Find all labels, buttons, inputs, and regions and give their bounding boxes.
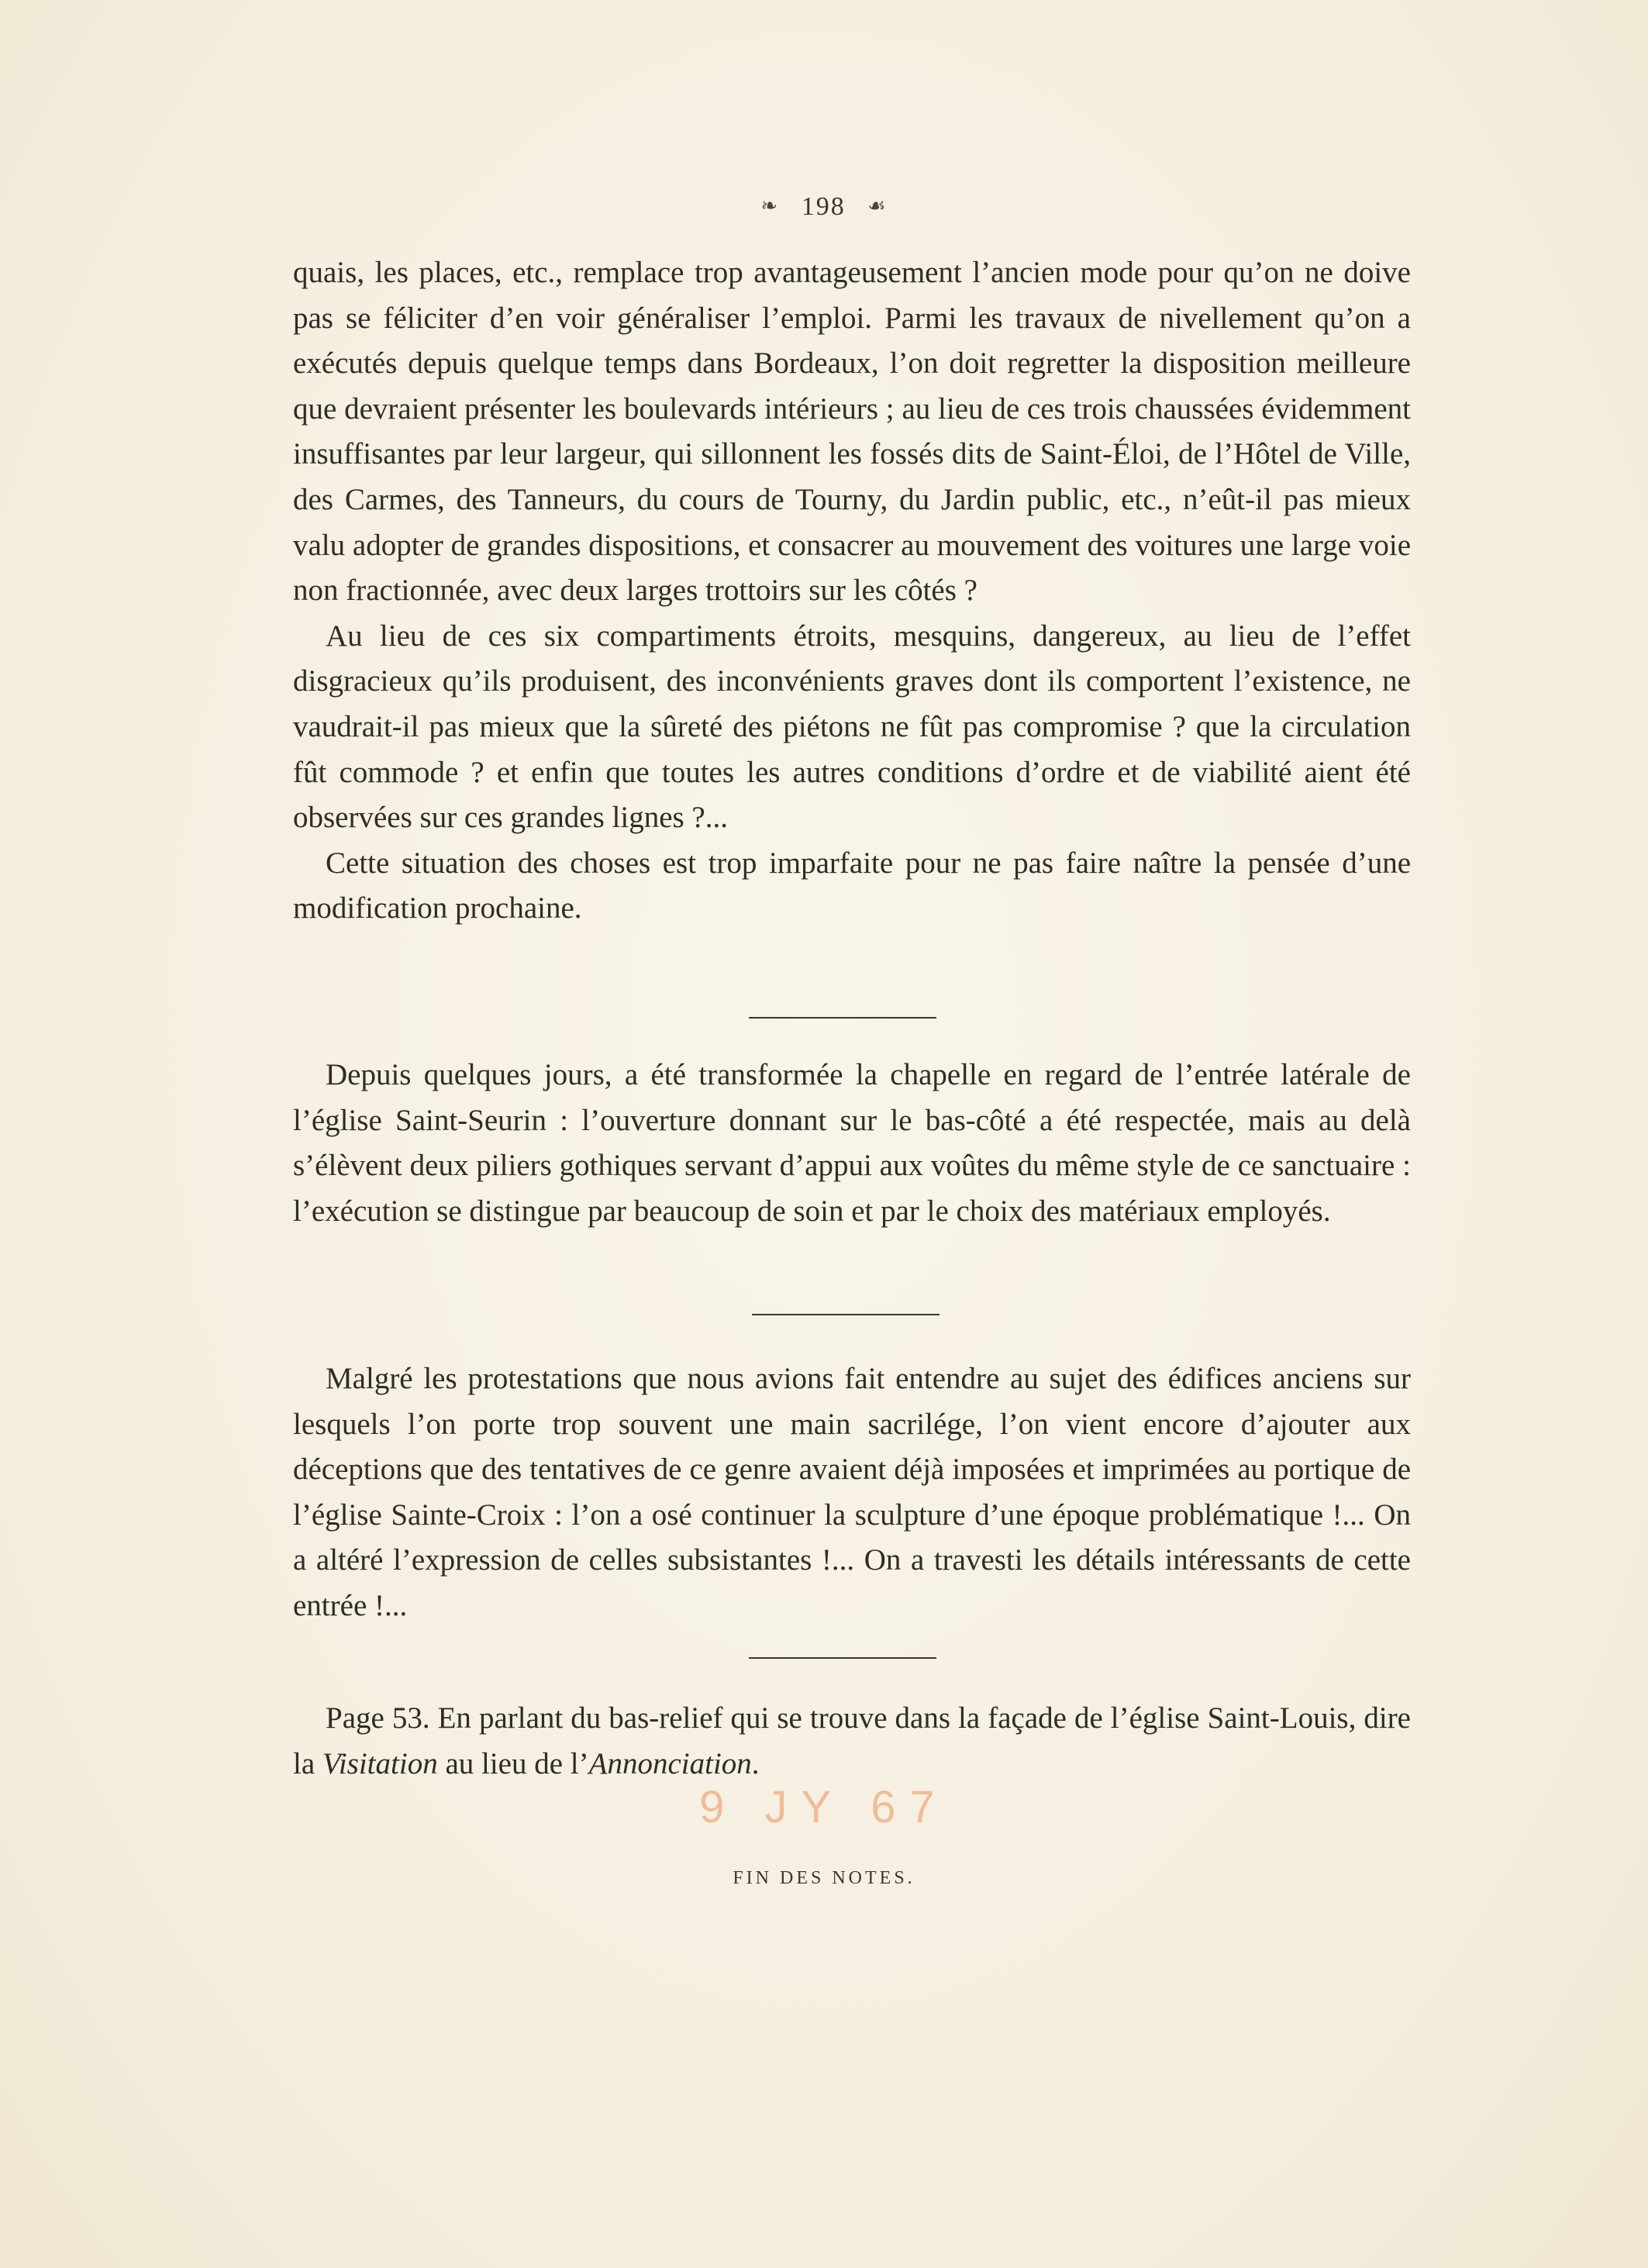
erratum-text: Page 53. En parlant du bas-relief qui se trouve dans la façade de l’église Saint-Louis, dire la bbox=[293, 1701, 1411, 1780]
erratum-text: au lieu de l’ bbox=[437, 1746, 589, 1780]
section-divider bbox=[749, 1657, 936, 1659]
text-block-boulevards bbox=[293, 250, 1411, 932]
text-block-sainte-croix bbox=[293, 1356, 1411, 1629]
paragraph bbox=[293, 1696, 1411, 1787]
date-stamp: 9 JY 67 bbox=[699, 1782, 949, 1832]
erratum-annonciation: Annonciation bbox=[588, 1746, 752, 1780]
erratum-visitation: Visitation bbox=[322, 1746, 438, 1780]
text-block-erratum bbox=[293, 1696, 1411, 1787]
paragraph: Au lieu de ces six compartiments étroits, mesquins, dangereux, au lieu de l’effet disgracieux qu’ils produisent, des inconvénients graves dont ils comportent l’existence, ne vaudrait-il pas mieux que la sûreté des piétons ne fût pas compromise ? que la circulation fût commode ? et enfin que toutes les autres conditions d’ordre et de viabilité aient été observées sur ces grandes lignes ?... bbox=[293, 619, 1411, 835]
paragraph: Depuis quelques jours, a été transformée la chapelle en regard de l’entrée latérale de l’église Saint-Seurin : l’ouverture donnant sur le bas-côté a été respectée, mais au delà s’élèvent deux piliers gothiques servant d’appui aux voûtes du même style de ce sanctuaire : l’exécution se distingue par beaucoup de soin et par le choix des matériaux employés. bbox=[293, 1058, 1411, 1228]
paragraph: quais, les places, etc., remplace trop avantageusement l’ancien mode pour qu’on ne doive pas se féliciter d’en voir généraliser l’emploi. Parmi les travaux de nivellement qu’on a exécutés depuis quelque temps dans Bordeaux, l’on doit regretter la disposition meilleure que devraient présenter les boulevards intérieurs ; au lieu de ces trois chaussées évidemment insuffisantes par leur largeur, qui sillonnent les fossés dits de Saint-Éloi, de l’Hôtel de Ville, des Carmes, des Tanneurs, du cours de Tourny, du Jardin public, etc., n’eût-il pas mieux valu adopter de grandes dispositions, et consacrer au mouvement des voitures une large voie non fractionnée, avec deux larges trottoirs sur les côtés ? bbox=[293, 256, 1411, 608]
erratum-text: . bbox=[751, 1746, 760, 1780]
end-of-notes: FIN DES NOTES. bbox=[733, 1868, 915, 1888]
paragraph: Cette situation des choses est trop imparfaite pour ne pas faire naître la pensée d’une modification prochaine. bbox=[293, 846, 1411, 925]
text-block-saint-seurin bbox=[293, 1053, 1411, 1234]
section-divider bbox=[752, 1314, 939, 1315]
page-header bbox=[0, 192, 1648, 222]
page-number: 198 bbox=[801, 192, 846, 221]
ornament-left-icon: ❧ bbox=[760, 195, 780, 217]
section-divider bbox=[749, 1017, 936, 1019]
ornament-right-icon: ☙ bbox=[867, 195, 888, 217]
paragraph: Malgré les protestations que nous avions fait entendre au sujet des édifices anciens sur lesquels l’on porte trop souvent une main sacrilége, l’on vient encore d’ajouter aux déceptions que des tentatives de ce genre avaient déjà imposées et imprimées au portique de l’église Sainte-Croix : l’on a osé continuer la sculpture d’une époque problématique !... On a altéré l’expression de celles subsistantes !... On a travesti les détails intéressants de cette entrée !... bbox=[293, 1362, 1411, 1622]
